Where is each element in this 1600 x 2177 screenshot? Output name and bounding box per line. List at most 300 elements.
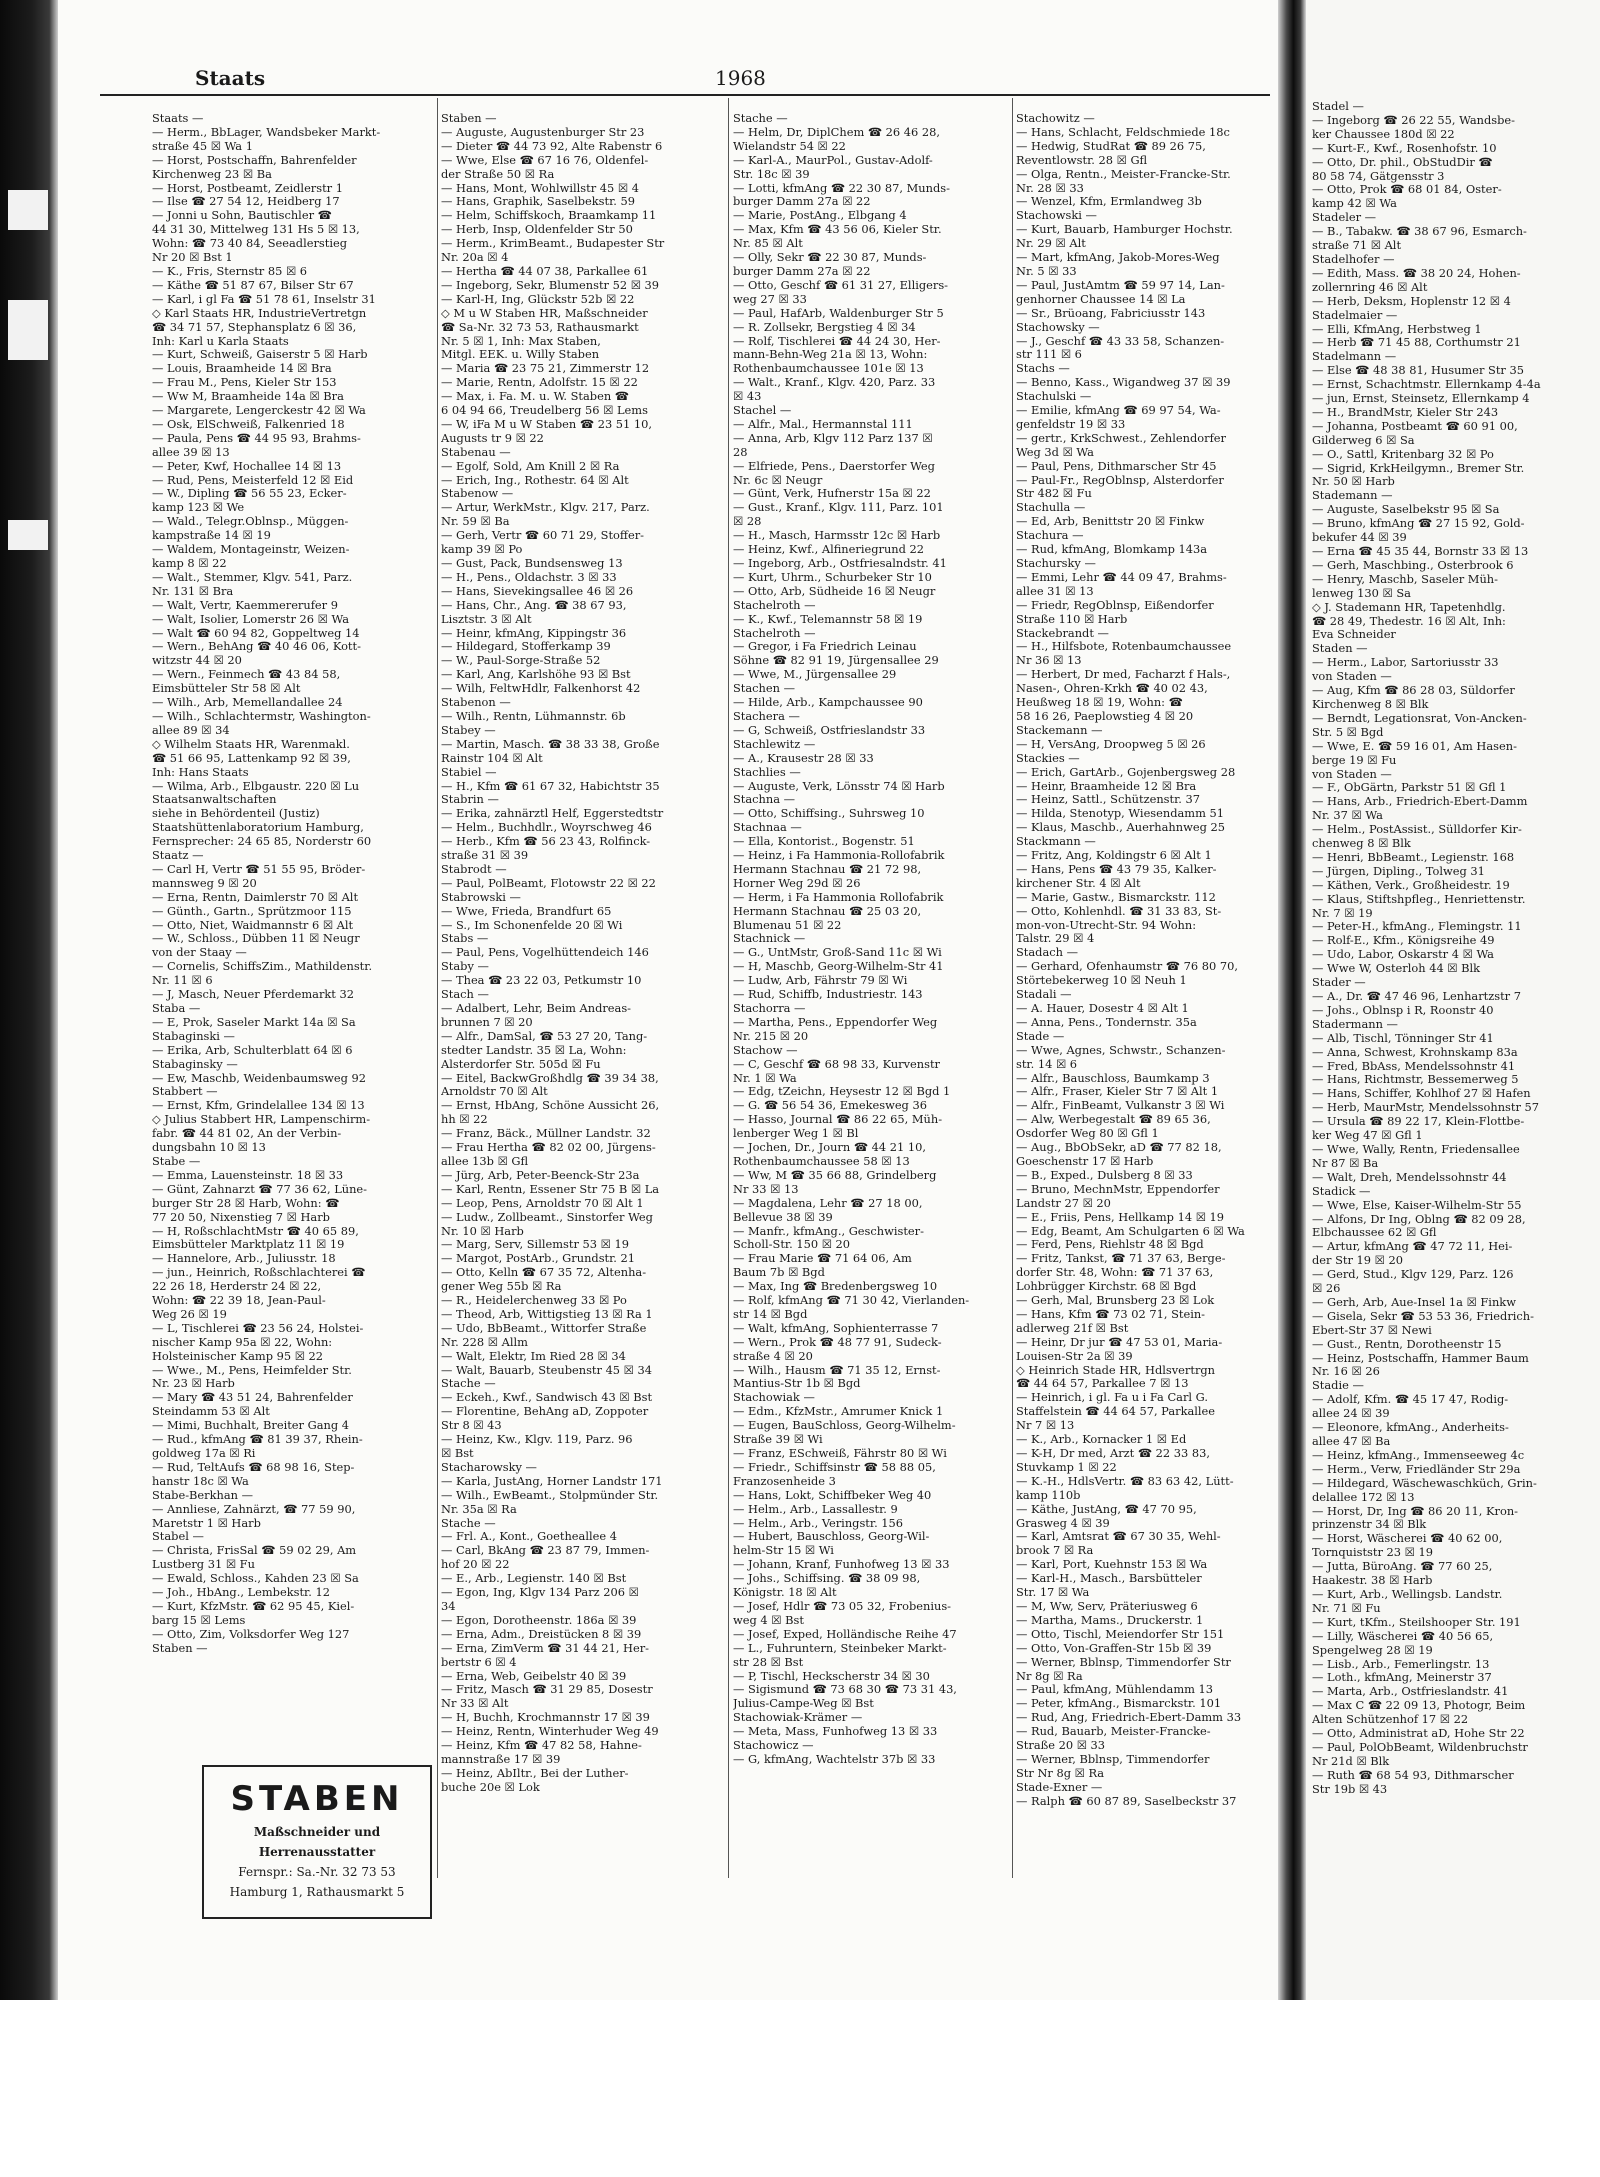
- directory-entry: — Anna, Schwest, Krohnskamp 83a: [1312, 1044, 1518, 1059]
- directory-entry: — Käthe ☎ 51 87 67, Bilser Str 67: [152, 277, 354, 292]
- directory-entry: Rothenbaumchaussee 58 ☒ 13: [733, 1153, 910, 1168]
- directory-entry: Königstr. 18 ☒ Alt: [733, 1585, 837, 1600]
- directory-entry: — Walt, Elektr, Im Ried 28 ☒ 34: [441, 1348, 626, 1363]
- directory-entry: — Kurt, Uhrm., Schurbeker Str 10: [733, 569, 932, 584]
- directory-entry: — R. Zollsekr, Bergstieg 4 ☒ 34: [733, 319, 916, 334]
- directory-entry: — Helm, Dr, DiplChem ☎ 26 46 28,: [733, 124, 941, 139]
- directory-entry: — Anna, Pens., Tondernstr. 35a: [1016, 1014, 1197, 1029]
- directory-entry: — Otto, Niet, Waidmannstr 6 ☒ Alt: [152, 917, 354, 932]
- directory-entry: Stademann —: [1312, 488, 1393, 503]
- directory-entry: — Wwe, Wally, Rentn, Friedensallee: [1312, 1141, 1520, 1156]
- directory-entry: — Johs., Oblnsp i R, Roonstr 40: [1312, 1002, 1494, 1017]
- directory-entry: Haakestr. 38 ☒ Harb: [1312, 1573, 1433, 1588]
- directory-entry: Stachelroth —: [733, 597, 816, 612]
- directory-entry: Eimsbütteler Marktplatz 11 ☒ 19: [152, 1237, 345, 1252]
- directory-entry: Nr. 85 ☒ Alt: [733, 236, 803, 251]
- directory-entry: — Ingeborg ☎ 26 22 55, Wandsbe-: [1312, 112, 1516, 127]
- directory-entry: — Martha, Pens., Eppendorfer Weg: [733, 1014, 938, 1029]
- directory-entry: — Herb, Insp, Oldenfelder Str 50: [441, 222, 633, 237]
- directory-entry: Stade —: [1016, 1028, 1065, 1043]
- ad-line: Herrenausstatter: [258, 1845, 376, 1859]
- directory-entry: — Frau M., Pens, Kieler Str 153: [152, 375, 337, 390]
- directory-entry: — Rud, TeltAufs ☎ 68 98 16, Step-: [152, 1459, 355, 1474]
- directory-entry: Nr. 228 ☒ Allm: [441, 1334, 528, 1349]
- directory-entry: — Martha, Mams., Druckerstr. 1: [1016, 1612, 1204, 1627]
- directory-entry: Augusts tr 9 ☒ 22: [441, 430, 544, 445]
- directory-entry: — Jutta, BüroAng. ☎ 77 60 25,: [1312, 1559, 1493, 1574]
- directory-entry: — Rud, Pens, Meisterfeld 12 ☒ Eid: [152, 472, 354, 487]
- directory-entry: — Heinz, Rentn, Winterhuder Weg 49: [441, 1724, 659, 1739]
- directory-column-1: [152, 112, 437, 1656]
- directory-entry: — Käthe, JustAng, ☎ 47 70 95,: [1016, 1501, 1197, 1516]
- scan-mark: [8, 190, 48, 230]
- directory-entry: ☒ 26: [1312, 1281, 1341, 1296]
- directory-entry: — Emmi, Lehr ☎ 44 09 47, Brahms-: [1016, 569, 1227, 584]
- directory-entry: Talstr. 29 ☒ 4: [1016, 931, 1095, 946]
- directory-entry: — Friedr, RegOblnsp, Eißendorfer: [1016, 597, 1214, 612]
- directory-entry: Nr. 10 ☒ Harb: [441, 1223, 524, 1238]
- directory-entry: Mantius-Str 1b ☒ Bgd: [733, 1376, 861, 1391]
- directory-entry: Stackies —: [1016, 750, 1080, 765]
- directory-entry: — Heinz, Sattl., Schützenstr. 37: [1016, 792, 1201, 807]
- directory-entry: — Kurt, Arb., Wellingsb. Landstr.: [1312, 1586, 1503, 1601]
- directory-entry: — Ferd, Pens, Riehlstr 48 ☒ Bgd: [1016, 1237, 1204, 1252]
- directory-entry: str 28 ☒ Bst: [733, 1654, 804, 1669]
- directory-entry: weg 27 ☒ 33: [733, 291, 807, 306]
- directory-entry: burger Damm 27a ☒ 22: [733, 194, 871, 209]
- directory-entry: — G. ☎ 56 54 36, Emekesweg 36: [733, 1098, 927, 1113]
- directory-entry: dungsbahn 10 ☒ 13: [152, 1140, 266, 1155]
- directory-entry: Stachlies —: [733, 764, 801, 779]
- directory-entry: — Otto, Tischl, Meiendorfer Str 151: [1016, 1626, 1225, 1641]
- directory-entry: Stachen —: [733, 681, 795, 696]
- directory-entry: kamp 123 ☒ We: [152, 500, 245, 515]
- directory-entry: — Alfr., DamSal, ☎ 53 27 20, Tang-: [441, 1028, 648, 1043]
- directory-entry: — Else ☎ 48 38 81, Husumer Str 35: [1312, 363, 1524, 378]
- directory-entry: — Max, Ing ☎ Bredenbergsweg 10: [733, 1279, 938, 1294]
- directory-entry: ☎ 34 71 57, Stephansplatz 6 ☒ 36,: [152, 319, 357, 334]
- directory-entry: — W, iFa M u W Staben ☎ 23 51 10,: [441, 416, 653, 431]
- directory-entry: Heußweg 18 ☒ 19, Wohn: ☎: [1016, 695, 1183, 710]
- directory-entry: — Hasso, Journal ☎ 86 22 65, Müh-: [733, 1112, 943, 1127]
- directory-entry: kamp 8 ☒ 22: [152, 556, 227, 570]
- directory-entry: — Frau Marie ☎ 71 64 06, Am: [733, 1251, 912, 1266]
- directory-entry: Nr. 29 ☒ Alt: [1016, 236, 1086, 251]
- directory-entry: — Erna ☎ 45 35 44, Bornstr 33 ☒ 13: [1312, 544, 1529, 558]
- directory-entry: — Alfr., Mal., Hermannstal 111: [733, 416, 913, 431]
- directory-entry: Stabrowski —: [441, 889, 521, 904]
- directory-entry: Stabaginsky —: [152, 1056, 238, 1071]
- directory-entry: — O., Sattl, Kritenbarg 32 ☒ Po: [1312, 446, 1494, 461]
- directory-entry: — K.-H., HdlsVertr. ☎ 83 63 42, Lütt-: [1016, 1473, 1234, 1488]
- directory-entry: — Horst, Dr, Ing ☎ 86 20 11, Kron-: [1312, 1503, 1518, 1518]
- directory-entry: — Peter-H., kfmAng., Flemingstr. 11: [1312, 919, 1522, 934]
- directory-entry: — R., Heidelerchenweg 33 ☒ Po: [441, 1293, 627, 1308]
- directory-entry: — Joh., HbAng., Lembekstr. 12: [152, 1585, 330, 1600]
- directory-entry: — Wwe, Frieda, Brandfurt 65: [441, 903, 612, 918]
- ad-title: STABEN: [230, 1779, 404, 1819]
- directory-entry: Stache —: [733, 112, 788, 125]
- directory-entry: — Heinz, Kfm ☎ 47 82 58, Hahne-: [441, 1738, 642, 1753]
- directory-entry: goldweg 17a ☒ Ri: [152, 1446, 256, 1460]
- directory-entry: Nr. 28 ☒ 33: [1016, 180, 1084, 195]
- directory-entry: — Marg, Serv, Sillemstr 53 ☒ 19: [441, 1237, 629, 1252]
- directory-entry: ☎ 28 49, Thedestr. 16 ☒ Alt, Inh:: [1312, 613, 1506, 628]
- directory-entry: — Wilh, FeltwHdlr, Falkenhorst 42: [441, 681, 641, 696]
- directory-entry: — Hannelore, Arb., Juliusstr. 18: [152, 1251, 336, 1266]
- directory-entry: — Karl-H., Masch., Barsbütteler: [1016, 1571, 1202, 1586]
- directory-entry: — Elli, KfmAng, Herbstweg 1: [1312, 321, 1482, 336]
- directory-entry: — Ingeborg, Sekr, Blumenstr 52 ☒ 39: [441, 277, 660, 292]
- directory-entry: — Ernst, Kfm, Grindelallee 134 ☒ 13: [152, 1098, 365, 1113]
- directory-entry: — Herbert, Dr med, Facharzt f Hals-,: [1016, 667, 1231, 682]
- directory-entry: — G, kfmAng, Wachtelstr 37b ☒ 33: [733, 1751, 936, 1766]
- directory-entry: Nr. 5 ☒ 33: [1016, 263, 1077, 278]
- directory-entry: — Klaus, Stiftshpfleg., Henriettenstr.: [1312, 891, 1526, 906]
- directory-entry: Stadeler —: [1312, 210, 1377, 225]
- directory-entry: str 111 ☒ 6: [1016, 347, 1082, 362]
- directory-entry: — Paul-Fr., RegOblnsp, Alsterdorfer: [1016, 472, 1224, 487]
- directory-entry: — Ewald, Schloss., Kahden 23 ☒ Sa: [152, 1571, 359, 1586]
- directory-entry: Nr 7 ☒ 13: [1016, 1418, 1075, 1433]
- directory-entry: — Hans, Lokt, Schiffbeker Weg 40: [733, 1487, 932, 1502]
- directory-entry: — Dieter ☎ 44 73 92, Alte Rabenstr 6: [441, 138, 663, 153]
- directory-entry: — Herb., Kfm ☎ 56 23 43, Rolfinck-: [441, 834, 651, 849]
- directory-entry: Stach —: [441, 987, 489, 1002]
- directory-entry: — Fritz, Ang, Koldingstr 6 ☒ Alt 1: [1016, 848, 1212, 863]
- directory-entry: Straße 20 ☒ 33: [1016, 1738, 1106, 1753]
- directory-entry: — Edm., KfzMstr., Amrumer Knick 1: [733, 1404, 944, 1419]
- directory-entry: Wohn: ☎ 73 40 84, Seeadlerstieg: [152, 236, 347, 251]
- directory-entry: — Otto, Von-Graffen-Str 15b ☒ 39: [1016, 1640, 1212, 1655]
- blank-margin: [0, 2000, 1600, 2177]
- directory-entry: — Ilse ☎ 27 54 12, Heidberg 17: [152, 194, 340, 209]
- directory-entry: Stachera —: [733, 708, 800, 723]
- directory-entry: — Walt, Dreh, Mendelssohnstr 44: [1312, 1169, 1507, 1184]
- directory-entry: — Helm, Schiffskoch, Braamkamp 11: [441, 208, 657, 223]
- directory-entry: — P, Tischl, Heckscherstr 34 ☒ 30: [733, 1668, 930, 1683]
- directory-entry: — Egon, Dorotheenstr. 186a ☒ 39: [441, 1612, 637, 1627]
- scan-edge-left: [0, 0, 58, 2000]
- directory-entry: — Aug., BbObSekr, aD ☎ 77 82 18,: [1016, 1140, 1222, 1155]
- directory-entry: hh ☒ 22: [441, 1112, 488, 1127]
- directory-entry: Straße 39 ☒ Wi: [733, 1432, 823, 1447]
- directory-column-2: [441, 112, 726, 1795]
- directory-entry: — Herm., KrimBeamt., Budapester Str: [441, 236, 665, 251]
- directory-entry: Stachlewitz —: [733, 736, 816, 751]
- directory-entry: — L., Fuhruntern, Steinbeker Markt-: [733, 1640, 947, 1655]
- directory-entry: ◇ Karl Staats HR, IndustrieVertretgn: [152, 305, 367, 320]
- directory-entry: ker Chaussee 180d ☒ 22: [1312, 126, 1455, 141]
- directory-entry: gener Weg 55b ☒ Ra: [441, 1279, 562, 1294]
- directory-entry: helm-Str 15 ☒ Wi: [733, 1543, 834, 1558]
- directory-entry: — Aug, Kfm ☎ 86 28 03, Süldorfer: [1312, 683, 1515, 698]
- directory-entry: — Auguste, Verk, Lönsstr 74 ☒ Harb: [733, 778, 945, 793]
- directory-entry: — Erna, ZimVerm ☎ 31 44 21, Her-: [441, 1640, 650, 1655]
- directory-entry: — Eitel, BackwGroßhdlg ☎ 39 34 38,: [441, 1070, 659, 1085]
- directory-entry: — Heinz, Postschaffn, Hammer Baum: [1312, 1350, 1529, 1365]
- directory-entry: Stachowiak —: [733, 1390, 815, 1405]
- directory-entry: — Ruth ☎ 68 54 93, Dithmarscher: [1312, 1767, 1514, 1782]
- directory-entry: Julius-Campe-Weg ☒ Bst: [733, 1696, 874, 1711]
- directory-entry: Nasen-, Ohren-Krkh ☎ 40 02 43,: [1016, 681, 1208, 696]
- directory-entry: weg 4 ☒ Bst: [733, 1612, 804, 1627]
- directory-entry: Stabbert —: [152, 1084, 218, 1099]
- directory-entry: — Fritz, Tankst, ☎ 71 37 63, Berge-: [1016, 1251, 1226, 1266]
- directory-entry: hanstr 18c ☒ Wa: [152, 1473, 249, 1488]
- directory-entry: — Ingeborg, Arb., Ostfriesalndstr. 41: [733, 556, 947, 570]
- directory-entry: prinzenstr 34 ☒ Blk: [1312, 1517, 1427, 1532]
- directory-entry: — Walt, kfmAng, Sophienterrasse 7: [733, 1320, 939, 1335]
- directory-entry: genfeldstr 19 ☒ 33: [1016, 416, 1126, 431]
- directory-entry: — Hans, Graphik, Saselbekstr. 59: [441, 194, 636, 209]
- directory-entry: allee 31 ☒ 13: [1016, 583, 1094, 598]
- directory-entry: — Benno, Kass., Wigandweg 37 ☒ 39: [1016, 375, 1231, 390]
- directory-entry: Nr 20 ☒ Bst 1: [152, 250, 233, 265]
- directory-entry: Stade-Exner —: [1016, 1779, 1103, 1794]
- directory-entry: Staffelstein ☎ 44 64 57, Parkallee: [1016, 1404, 1216, 1419]
- directory-entry: — Ww M, Braamheide 14a ☒ Bra: [152, 389, 344, 404]
- directory-entry: Stabiel —: [441, 764, 497, 779]
- directory-entry: — Bruno, MechnMstr, Eppendorfer: [1016, 1181, 1220, 1196]
- directory-entry: brunnen 7 ☒ 20: [441, 1014, 533, 1029]
- directory-entry: — Wern., BehAng ☎ 40 46 06, Kott-: [152, 639, 361, 654]
- directory-entry: — Erna, Adm., Dreistücken 8 ☒ 39: [441, 1626, 642, 1641]
- directory-entry: — Mary ☎ 43 51 24, Bahrenfelder: [152, 1390, 353, 1405]
- directory-entry: — Artur, kfmAng ☎ 47 72 11, Hei-: [1312, 1239, 1513, 1254]
- directory-entry: Str 482 ☒ Fu: [1016, 486, 1092, 501]
- directory-entry: — Rud., kfmAng ☎ 81 39 37, Rhein-: [152, 1432, 363, 1447]
- directory-entry: — Wenzel, Kfm, Ermlandweg 3b: [1016, 194, 1202, 209]
- directory-entry: Nr. 59 ☒ Ba: [441, 514, 510, 529]
- directory-entry: — Anna, Arb, Klgv 112 Parz 137 ☒: [733, 430, 933, 445]
- directory-entry: Gilderweg 6 ☒ Sa: [1312, 432, 1415, 447]
- directory-entry: 44 31 30, Mittelweg 131 Hs 5 ☒ 13,: [152, 222, 360, 237]
- directory-entry: — Gerhard, Ofenhaumstr ☎ 76 80 70,: [1016, 959, 1238, 974]
- directory-entry: Str. 17 ☒ Wa: [1016, 1585, 1090, 1600]
- directory-entry: — Ed, Arb, Benittstr 20 ☒ Finkw: [1016, 514, 1205, 529]
- directory-entry: Nr. 7 ☒ 19: [1312, 905, 1373, 920]
- directory-entry: stedter Landstr. 35 ☒ La, Wohn:: [441, 1042, 627, 1057]
- directory-entry: Nr. 71 ☒ Fu: [1312, 1600, 1381, 1615]
- directory-entry: allee 13b ☒ Gfl: [441, 1153, 529, 1168]
- directory-entry: Stuvkamp 1 ☒ 22: [1016, 1459, 1117, 1474]
- directory-entry: Kirchenweg 23 ☒ Ba: [152, 166, 272, 181]
- directory-entry: — Sigismund ☎ 73 68 30 ☎ 73 31 43,: [733, 1682, 957, 1697]
- directory-entry: — Hilda, Stenotyp, Wiesendamm 51: [1016, 806, 1225, 821]
- directory-entry: — L, Tischlerei ☎ 23 56 24, Holstei-: [152, 1320, 364, 1335]
- directory-entry: — Jonni u Sohn, Bautischler ☎: [152, 208, 332, 223]
- directory-entry: str. 14 ☒ 6: [1016, 1056, 1078, 1071]
- directory-entry: — Otto, Kohlenhdl. ☎ 31 33 83, St-: [1016, 903, 1222, 918]
- directory-entry: — Artur, WerkMstr., Klgv. 217, Parz.: [441, 500, 650, 515]
- directory-entry: — Peter, Kwf, Hochallee 14 ☒ 13: [152, 458, 342, 473]
- directory-entry: Nr. 1 ☒ Wa: [733, 1070, 797, 1085]
- directory-entry: Holsteinischer Kamp 95 ☒ 22: [152, 1348, 324, 1363]
- directory-entry: — Wwe, Else ☎ 67 16 76, Oldenfel-: [441, 152, 649, 167]
- directory-entry: — Marie, Rentn, Adolfstr. 15 ☒ 22: [441, 375, 638, 390]
- directory-entry: Eimsbütteler Str 58 ☒ Alt: [152, 681, 301, 696]
- directory-entry: Rothenbaumchaussee 101e ☒ 13: [733, 361, 924, 376]
- directory-entry: — W., Schloss., Dübben 11 ☒ Neugr: [152, 931, 360, 946]
- directory-entry: — H., Masch, Harmsstr 12c ☒ Harb: [733, 528, 941, 543]
- directory-entry: — Gust., Kranf., Klgv. 111, Parz. 101: [733, 500, 944, 515]
- directory-entry: allee 24 ☒ 39: [1312, 1406, 1390, 1421]
- directory-entry: — Fritz, Masch ☎ 31 29 85, Dosestr: [441, 1682, 653, 1697]
- directory-entry: — Otto, Dr. phil., ObStudDir ☎: [1312, 154, 1493, 169]
- directory-entry: Nr. 50 ☒ Harb: [1312, 474, 1395, 489]
- directory-entry: — Hans, Arb., Friedrich-Ebert-Damm: [1312, 794, 1528, 809]
- directory-entry: — S., Im Schonenfelde 20 ☒ Wi: [441, 917, 623, 932]
- directory-entry: — Heinz, AbIltr., Bei der Luther-: [441, 1765, 629, 1780]
- directory-entry: Stadali —: [1016, 987, 1072, 1002]
- directory-entry: — Emilie, kfmAng ☎ 69 97 54, Wa-: [1016, 403, 1221, 418]
- directory-entry: Nr. 16 ☒ 26: [1312, 1364, 1380, 1379]
- directory-entry: — Wald., Telegr.Oblnsp., Müggen-: [152, 514, 349, 529]
- directory-entry: — Martin, Masch. ☎ 38 33 38, Große: [441, 736, 660, 751]
- directory-entry: — Hertha ☎ 44 07 38, Parkallee 61: [441, 263, 649, 278]
- directory-entry: Stachowsky —: [1016, 319, 1100, 334]
- directory-entry: — Hans, Pens ☎ 43 79 35, Kalker-: [1016, 861, 1217, 876]
- directory-entry: buche 20e ☒ Lok: [441, 1779, 540, 1794]
- directory-entry: — E., Arb., Legienstr. 140 ☒ Bst: [441, 1571, 627, 1586]
- directory-entry: — Lilly, Wäscherei ☎ 40 56 65,: [1312, 1628, 1494, 1643]
- directory-entry: 34: [441, 1598, 456, 1613]
- directory-entry: — Waldem, Montageinstr, Weizen-: [152, 542, 350, 557]
- directory-entry: 58 16 26, Paeplowstieg 4 ☒ 20: [1016, 708, 1194, 723]
- directory-entry: burger Damm 27a ☒ 22: [733, 263, 871, 278]
- directory-entry: — H., Hilfsbote, Rotenbaumchaussee: [1016, 639, 1232, 654]
- directory-column-3: [733, 112, 1018, 1767]
- directory-entry: adlerweg 21f ☒ Bst: [1016, 1320, 1129, 1335]
- directory-entry: — Heinz, Kwf., Alfineriegrund 22: [733, 542, 925, 557]
- directory-entry: — Otto, Kelln ☎ 67 35 72, Altenha-: [441, 1265, 647, 1280]
- directory-entry: — Wilh., Schlachtermstr, Washington-: [152, 708, 371, 723]
- directory-entry: — Max, Kfm ☎ 43 56 06, Kieler Str.: [733, 222, 942, 237]
- directory-entry: — Egolf, Sold, Am Knill 2 ☒ Ra: [441, 458, 620, 473]
- directory-entry: — E., Friis, Pens, Hellkamp 14 ☒ 19: [1016, 1209, 1225, 1224]
- directory-entry: — Johanna, Postbeamt ☎ 60 91 00,: [1312, 418, 1518, 433]
- directory-entry: — Ludw., Zollbeamt., Sinstorfer Weg: [441, 1209, 653, 1224]
- directory-entry: fabr. ☎ 44 81 02, An der Verbin-: [152, 1126, 342, 1141]
- directory-entry: brook 7 ☒ Ra: [1016, 1543, 1094, 1558]
- directory-entry: — Herm., Labor, Sartoriusstr 33: [1312, 655, 1499, 670]
- directory-entry: — Mart, kfmAng, Jakob-Mores-Weg: [1016, 250, 1220, 265]
- directory-entry: — Ew, Maschb, Weidenbaumsweg 92: [152, 1070, 367, 1085]
- directory-entry: Stachursky —: [1016, 556, 1096, 570]
- directory-entry: — jun, Ernst, Steinsetz, Ellernkamp 4: [1312, 391, 1530, 406]
- directory-entry: Goeschenstr 17 ☒ Harb: [1016, 1153, 1154, 1168]
- directory-entry: Stachel —: [733, 403, 792, 418]
- directory-entry: Str. 18c ☒ 39: [733, 166, 810, 181]
- directory-entry: — A., Krausestr 28 ☒ 33: [733, 750, 874, 765]
- directory-entry: — Gust, Pack, Bundsensweg 13: [441, 556, 623, 570]
- directory-entry: barg 15 ☒ Lems: [152, 1612, 246, 1627]
- directory-entry: ☎ 51 66 95, Lattenkamp 92 ☒ 39,: [152, 750, 351, 765]
- directory-entry: burger Str 28 ☒ Harb, Wohn: ☎: [152, 1195, 340, 1210]
- directory-entry: — Wwe., M., Pens, Heimfelder Str.: [152, 1362, 352, 1377]
- directory-entry: Lustberg 31 ☒ Fu: [152, 1557, 255, 1572]
- directory-entry: Blumenau 51 ☒ 22: [733, 917, 842, 932]
- directory-entry: — Rud, Schiffb, Industriestr. 143: [733, 987, 923, 1002]
- directory-entry: Str 8 ☒ 43: [441, 1418, 502, 1433]
- directory-entry: witzstr 44 ☒ 20: [152, 653, 242, 668]
- directory-entry: Nr 36 ☒ 13: [1016, 653, 1082, 668]
- directory-entry: Störtebekerweg 10 ☒ Neuh 1: [1016, 973, 1187, 988]
- directory-entry: — Herm, i Fa Hammonia Rollofabrik: [733, 889, 944, 904]
- directory-entry: — A., Dr. ☎ 47 46 96, Lenhartzstr 7: [1312, 989, 1521, 1003]
- directory-entry: — Marie, Gastw., Bismarckstr. 112: [1016, 889, 1216, 904]
- directory-entry: — Carl, BkAng ☎ 23 87 79, Immen-: [441, 1543, 650, 1558]
- directory-entry: — Gerh, Mal, Brunsberg 23 ☒ Lok: [1016, 1293, 1215, 1308]
- directory-entry: Staatshüttenlaboratorium Hamburg,: [152, 820, 364, 835]
- directory-entry: Alten Schützenhof 17 ☒ 22: [1312, 1712, 1469, 1727]
- directory-entry: Staba —: [152, 1001, 201, 1015]
- directory-entry: — Erna, Web, Geibelstr 40 ☒ 39: [441, 1668, 627, 1683]
- header-keyword: Staats: [195, 66, 266, 90]
- directory-entry: — Heinz, i Fa Hammonia-Rollofabrik: [733, 848, 945, 863]
- directory-entry: — Ella, Kontorist., Bogenstr. 51: [733, 834, 915, 849]
- directory-entry: Lohbrügger Kirchstr. 68 ☒ Bgd: [1016, 1279, 1197, 1294]
- directory-entry: — Udo, Labor, Oskarstr 4 ☒ Wa: [1312, 947, 1494, 962]
- directory-entry: ☒ 43: [733, 389, 762, 404]
- directory-entry: Stachnick —: [733, 931, 806, 946]
- directory-entry: Stachna —: [733, 792, 796, 807]
- ad-line: Hamburg 1, Rathausmarkt 5: [229, 1885, 405, 1899]
- directory-entry: Nr. 11 ☒ 6: [152, 973, 213, 988]
- directory-entry: — Kurt-F., Kwf., Rosenhofstr. 10: [1312, 140, 1497, 155]
- directory-entry: — Frau Hertha ☎ 82 02 00, Jürgens-: [441, 1140, 656, 1155]
- directory-entry: — Sr., Brüoang, Fabriciusstr 143: [1016, 305, 1206, 320]
- directory-entry: — Gerh, Arb, Aue-Insel 1a ☒ Finkw: [1312, 1294, 1516, 1309]
- directory-entry: — Horst, Postbeamt, Zeidlerstr 1: [152, 180, 343, 195]
- directory-entry: Stabenow —: [441, 486, 514, 501]
- directory-entry: Stabenau —: [441, 444, 511, 459]
- directory-entry: — Cornelis, SchiffsZim., Mathildenstr.: [152, 959, 373, 974]
- directory-entry: Staben —: [441, 112, 497, 125]
- directory-entry: — J., Geschf ☎ 43 33 58, Schanzen-: [1016, 333, 1225, 348]
- directory-entry: Stabe-Berkhan —: [152, 1487, 253, 1502]
- directory-entry: — Kurt, KfzMstr. ☎ 62 95 45, Kiel-: [152, 1598, 355, 1613]
- directory-entry: — Margot, PostArb., Grundstr. 21: [441, 1251, 636, 1266]
- directory-entry: Nr. 6c ☒ Neugr: [733, 472, 823, 487]
- directory-entry: — Manfr., kfmAng., Geschwister-: [733, 1223, 924, 1238]
- directory-entry: — Günt, Verk, Hufnerstr 15a ☒ 22: [733, 486, 931, 501]
- directory-entry: Rainstr 104 ☒ Alt: [441, 750, 543, 765]
- directory-entry: — Werner, Bblnsp, Timmendorfer Str: [1016, 1654, 1231, 1669]
- directory-entry: — Klaus, Maschb., Auerhahnweg 25: [1016, 820, 1225, 835]
- directory-entry: ◇ Heinrich Stade HR, Hdlsvertrgn: [1016, 1362, 1216, 1377]
- directory-entry: Wohn: ☎ 22 39 18, Jean-Paul-: [152, 1293, 326, 1308]
- running-header: [100, 64, 1270, 96]
- directory-entry: — Elfriede, Pens., Daerstorfer Weg: [733, 458, 935, 473]
- directory-entry: Stachowicz —: [733, 1738, 814, 1753]
- directory-entry: — Alfons, Dr Ing, Oblng ☎ 82 09 28,: [1312, 1211, 1526, 1226]
- directory-entry: — Eugen, BauSchloss, Georg-Wilhelm-: [733, 1418, 956, 1433]
- directory-entry: — Erika, zahnärztl Helf, Eggerstedtstr: [441, 806, 664, 821]
- column-rule: [437, 98, 438, 1878]
- directory-entry: — Hans, Sievekingsallee 46 ☒ 26: [441, 583, 634, 598]
- directory-entry: — K., Arb., Kornacker 1 ☒ Ed: [1016, 1432, 1187, 1447]
- directory-entry: — M, Ww, Serv, Präteriusweg 6: [1016, 1598, 1198, 1613]
- directory-entry: — Ernst, Schachtmstr. Ellernkamp 4-4a: [1312, 377, 1541, 392]
- directory-entry: Stabe —: [152, 1153, 201, 1168]
- directory-entry: — Heinr, Braamheide 12 ☒ Bra: [1016, 778, 1197, 793]
- directory-entry: — Ernst, HbAng, Schöne Aussicht 26,: [441, 1098, 660, 1113]
- directory-entry: Staden —: [1312, 641, 1368, 656]
- directory-entry: — Walt, Bauarb, Steubenstr 45 ☒ 34: [441, 1362, 653, 1377]
- directory-entry: — Josef, Hdlr ☎ 73 05 32, Frobenius-: [733, 1598, 952, 1613]
